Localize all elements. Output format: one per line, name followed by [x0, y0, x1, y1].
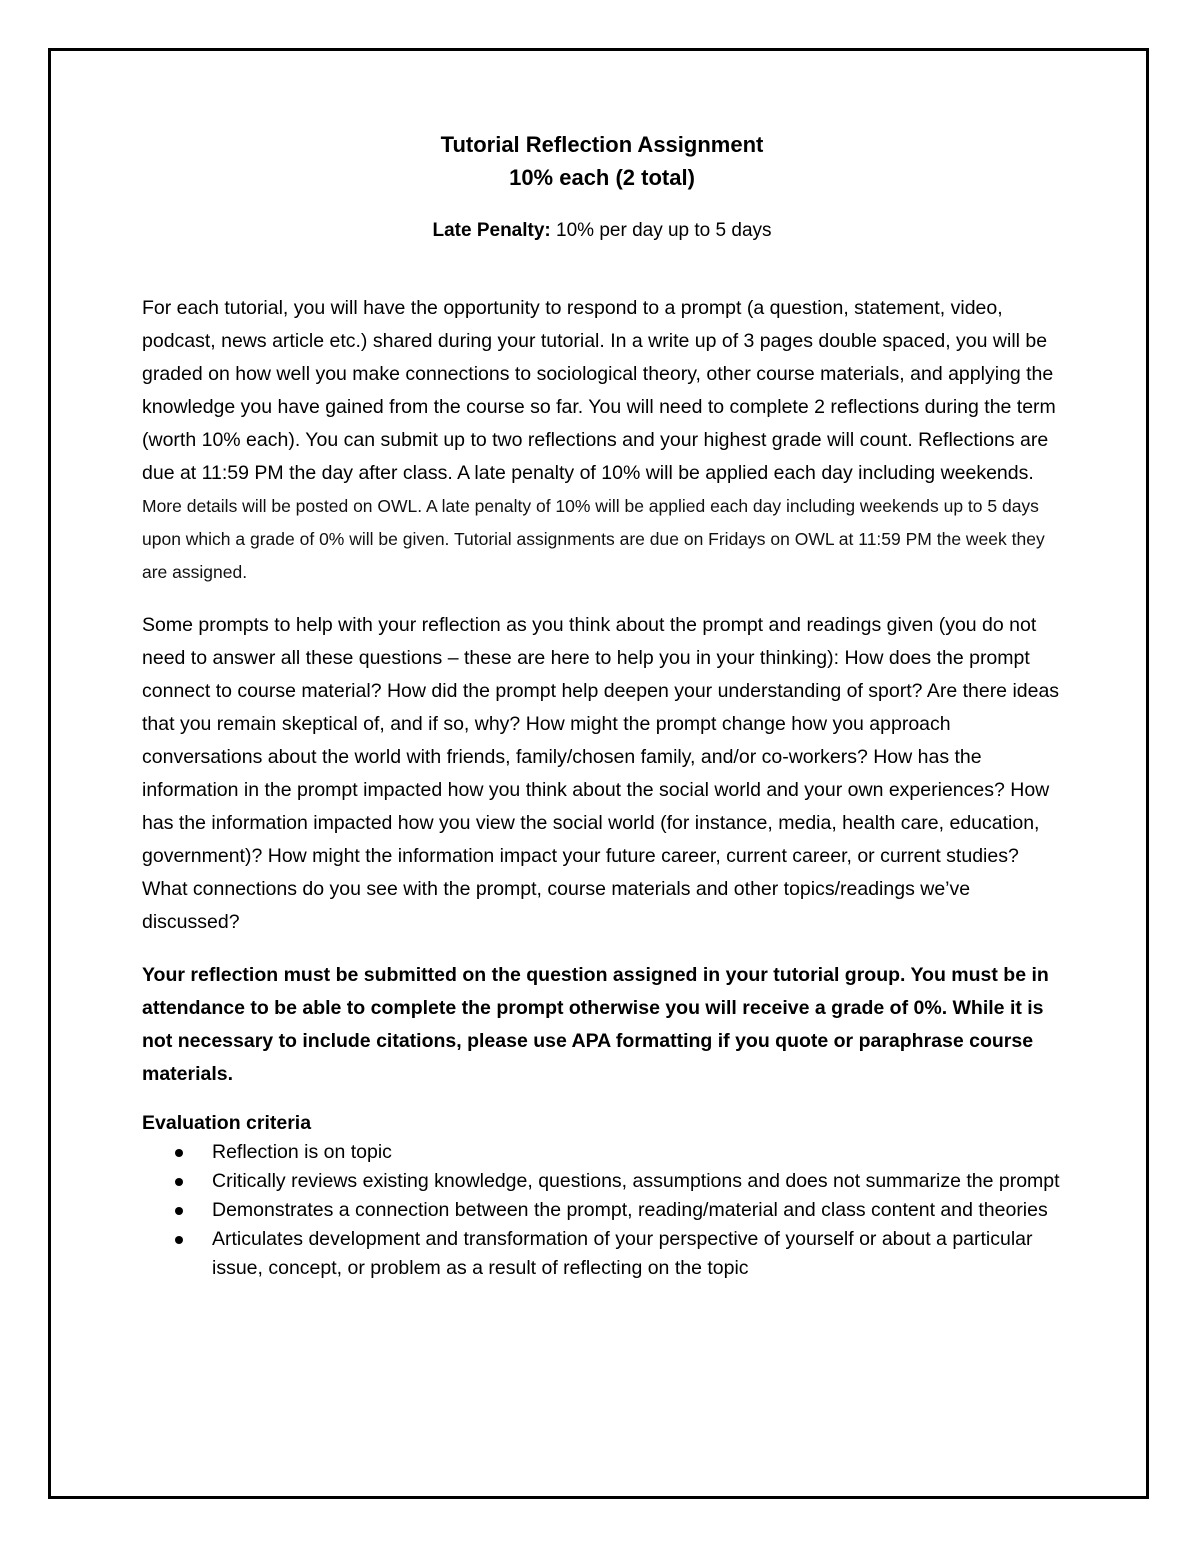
criteria-item: [142, 1225, 1062, 1283]
instructions-extra-text: More details will be posted on OWL. A late penalty of 10% will be applied each day including weekends up to 5 days upon which a grade of 0% will be given. Tutorial assignments are due on Fridays on OWL at 11:59 PM the week they are assigned.: [142, 496, 1045, 582]
instructions-main-text: For each tutorial, you will have the opportunity to respond to a prompt (a question, statement, video, podcast, news article etc.) shared during your tutorial. In a write up of 3 pages double spaced, you will be graded on how well you make connections to sociological theory, other course materials, and applying the knowledge you have gained from the course so far. You will need to complete 2 reflections during the term (worth 10% each). You can submit up to two reflections and your highest grade will count. Reflections are due at 11:59 PM the day after class. A late penalty of 10% will be applied each day including weekends.: [142, 297, 1056, 484]
document-content: [142, 128, 1062, 1283]
title-line-1: Tutorial Reflection Assignment: [440, 132, 764, 157]
criteria-heading: Evaluation criteria: [142, 1112, 312, 1134]
submission-rules-paragraph: Your reflection must be submitted on the question assigned in your tutorial group. You must be in attendance to be able to complete the prompt otherwise you will receive a grade of 0%. While it is not necessary to include citations, please use APA formatting if you quote or paraphrase course materials.: [142, 964, 1049, 1085]
title-line-2: 10% each (2 total): [509, 165, 695, 190]
criteria-item-text: Articulates development and transformation of your perspective of yourself or about a particular issue, concept, or problem as a result of reflecting on the topic: [212, 1228, 1033, 1279]
document-title: [142, 128, 1062, 194]
prompts-paragraph: Some prompts to help with your reflection as you think about the prompt and readings given (you do not need to answer all these questions – these are here to help you in your thinking): How does the prompt connect to course material? How did the prompt help deepen your understanding of sport? Are there ideas that you remain skeptical of, and if so, why? How might the prompt change how you approach conversations about the world with friends, family/chosen family, and/or co-workers? How has the information in the prompt impacted how you think about the social world and your own experiences? How has the information impacted how you view the social world (for instance, media, health care, education, government)? How might the information impact your future career, current career, or current studies? What connections do you see with the prompt, course materials and other topics/readings we’ve discussed?: [142, 614, 1060, 933]
criteria-list: [142, 1138, 1062, 1283]
bullet-icon: [175, 1178, 183, 1186]
criteria-item-text: Reflection is on topic: [212, 1141, 392, 1163]
instructions-paragraph: [142, 292, 1062, 589]
evaluation-criteria: [142, 1109, 1062, 1283]
bullet-icon: [175, 1207, 183, 1215]
criteria-item: [142, 1196, 1062, 1225]
bullet-icon: [175, 1236, 183, 1244]
late-penalty-label: Late Penalty:: [432, 220, 551, 241]
bullet-icon: [175, 1149, 183, 1157]
late-penalty-value: 10% per day up to 5 days: [550, 220, 772, 241]
criteria-item: [142, 1138, 1062, 1167]
criteria-item-text: Demonstrates a connection between the prompt, reading/material and class content and theories: [212, 1199, 1048, 1221]
criteria-item-text: Critically reviews existing knowledge, questions, assumptions and does not summarize the prompt: [212, 1170, 1060, 1192]
late-penalty: [142, 216, 1062, 246]
criteria-item: [142, 1167, 1062, 1196]
